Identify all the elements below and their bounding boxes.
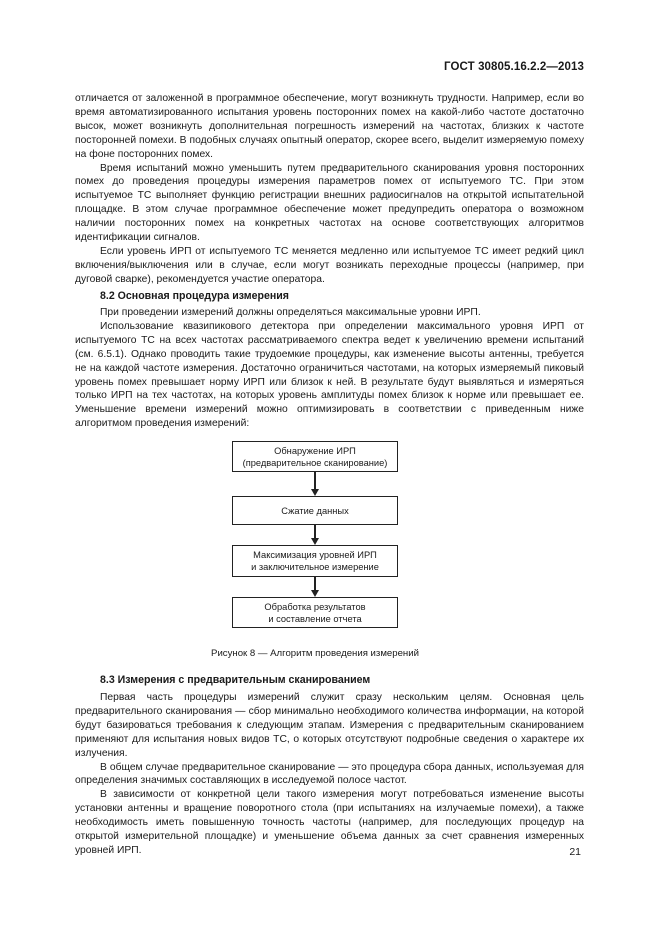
flowchart-step-detection [232,441,398,472]
paragraph: При проведении измерений должны определяться максимальные уровни ИРП. [100,307,481,318]
section-8-3-text [75,691,584,858]
paragraph: В общем случае предварительное сканирование — это процедура сбора данных, используемая для определения значимых составляющих в исследуемой полосе частот. [75,761,584,787]
standard-header: ГОСТ 30805.16.2.2—2013 [444,61,584,73]
arrow-down-icon [311,590,319,597]
section-heading-8-3: 8.3 Измерения с предварительным сканированием [100,674,371,686]
paragraph: Время испытаний можно уменьшить путем предварительного сканирования уровня посторонних помех до проведения процедуры измерения параметров помех от испытуемого ТС. При этом испытуемое ТС выполняет функцию регистрации внешних радиосигналов на открытой испытательной площадке. В этом случае программное обеспечение может предупредить оператора о возможном наличии посторонних помех на конкретных частотах на основе соответствующих алгоритмов идентификации сигналов. [75,162,584,244]
flowchart-step-maximization [232,545,398,577]
flowchart-step-text: Обнаружение ИРП [274,445,356,456]
intro-text-block [75,92,584,287]
flowchart-step-compression [232,496,398,525]
page-number: 21 [569,846,581,858]
paragraph: Первая часть процедуры измерений служит сразу нескольким целям. Основная цель предварительного сканирования — сбор минимально необходимого количества информации, на которой будут базироваться требования к следующим этапам. Измерения с предварительным сканированием применяют для испытания новых видов ТС, о которых отсутствуют подробные сведения о характере их излучения. [75,692,584,759]
paragraph: Если уровень ИРП от испытуемого ТС меняется медленно или испытуемое ТС имеет редкий цикл включения/выключения или в случае, если могут возникать переходные процессы (например, при дуговой сварке), рекомендуется участие оператора. [75,245,584,285]
figure-caption: Рисунок 8 — Алгоритм проведения измерений [211,648,419,659]
flowchart-step-text: Обработка результатов [264,601,366,612]
flowchart-step-text: Сжатие данных [281,505,349,516]
arrow-down-icon [311,489,319,496]
flowchart-step-text: (предварительное сканирование) [242,457,388,468]
flowchart-step-text: и заключительное измерение [251,562,379,572]
paragraph: Использование квазипикового детектора при определении максимального уровня ИРП от испытуемого ТС на всех частотах рассматриваемого спектра ведет к увеличению времени испытаний (см. 6.5.1). Однако проводить такие трудоемкие процедуры, как изменение высоты антенны, требуется не на каждой частоте измерения. Достаточно ограничиться частотами, на которых измеряемый пиковый уровень помех превышает норму ИРП или близок к ней. В результате будут выявляться и измеряться только ИРП на тех частотах, на которых уровень амплитуды помех близок к норме или превышает ее. Уменьшение времени измерений можно оптимизировать в соответствии с приведенным ниже алгоритмом проведения измерений: [75,320,584,430]
section-heading-8-2: 8.2 Основная процедура измерения [100,290,289,302]
paragraph: отличается от заложенной в программное обеспечение, могут возникнуть трудности. Например, если во время автоматизированного испытания уровень посторонних помех на какой-либо частоте достаточно высок, может возникнуть дополнительная погрешность измерений на частотах, близких к частоте посторонней помехи. В подобных случаях опытный оператор, скорее всего, выделит измеряемую помеху на фоне посторонних помех. [75,93,584,160]
paragraph: В зависимости от конкретной цели такого измерения могут потребоваться изменение высоты установки антенны и вращение поворотного стола (при испытаниях на излучаемые помехи), а также необходимость иметь повышенную точность частоты (например, для последующих процедур на открытой измерительной площадке) и уменьшение объема данных за счет сравнения измеренных уровней ИРП. [75,789,584,856]
flowchart-step-reporting [232,597,398,628]
arrow-down-icon [311,538,319,545]
flowchart-step-text: Максимизация уровней ИРП [253,550,377,560]
section-8-2-text [75,306,584,431]
flowchart-step-text: и составление отчета [268,613,362,624]
